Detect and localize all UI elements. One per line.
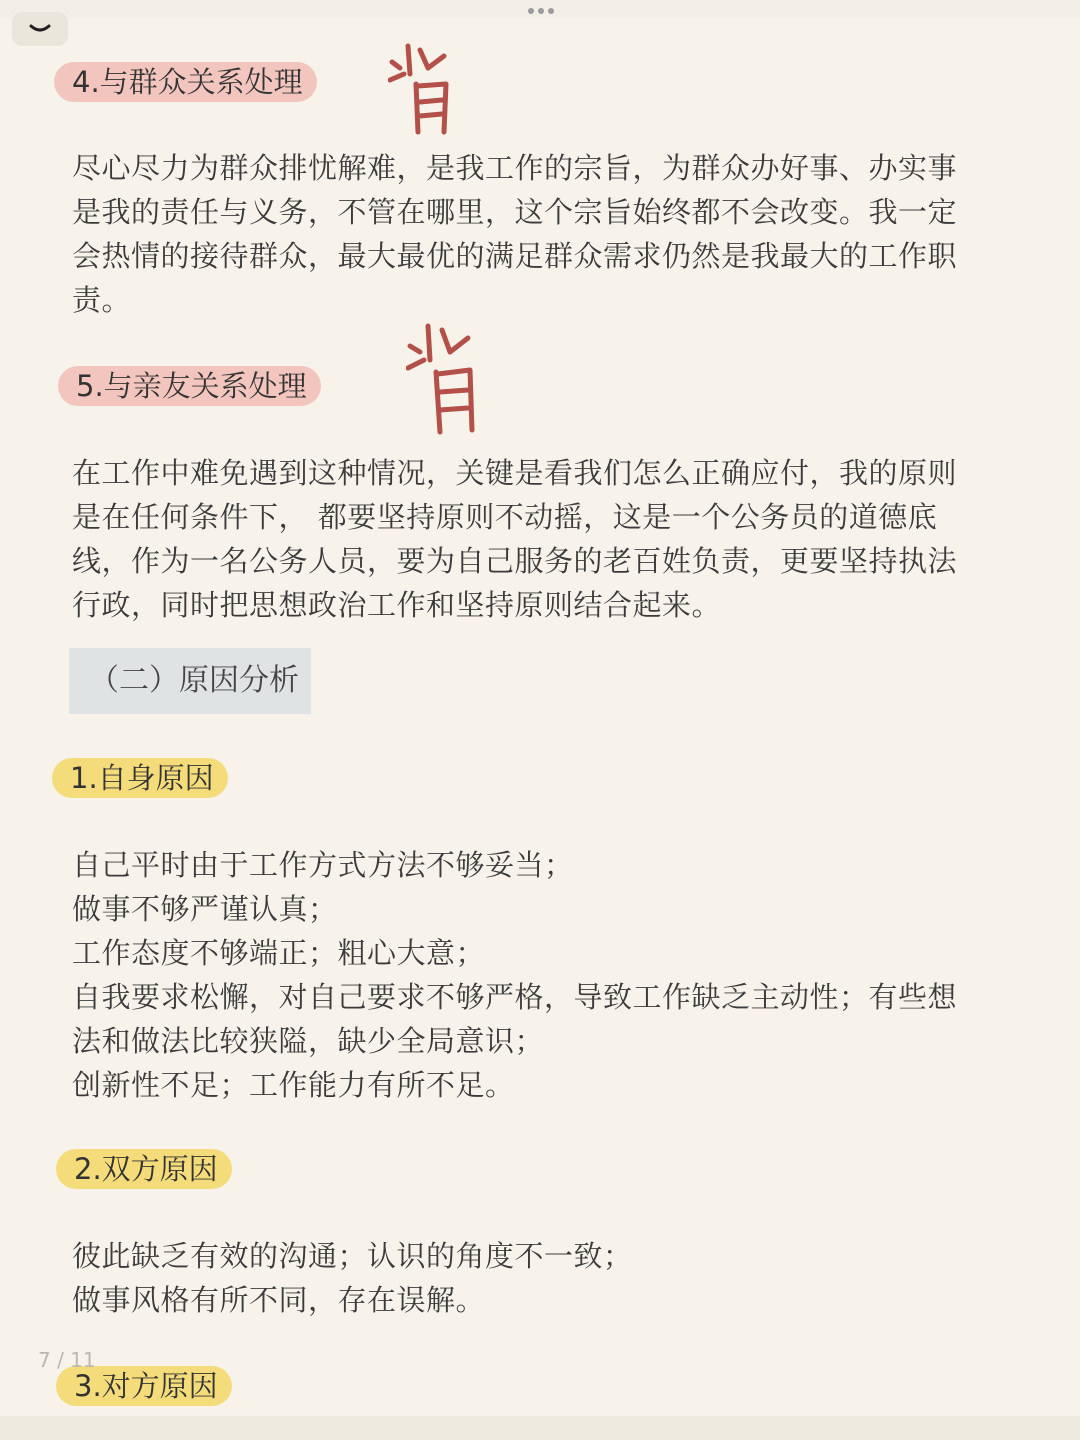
handwritten-bei-annotation-1 [388,40,458,140]
heading-section-5: 5.与亲友关系处理 [58,366,321,406]
top-bar [0,0,1080,20]
text-line: 做事不够严谨认真； [72,892,338,926]
text-line: 尽心尽力为群众排忧解难，是我工作的宗旨，为群众办好事、办实事 [72,151,958,185]
paragraph-reason-2 [72,1234,1012,1322]
paragraph-reason-1 [72,843,1012,1107]
text-line: 线，作为一名公务人员，要为自己服务的老百姓负责，更要坚持执法 [72,544,958,578]
text-line: 创新性不足；工作能力有所不足。 [72,1068,515,1102]
text-line: 自己平时由于工作方式方法不够妥当； [72,848,574,882]
collapse-button[interactable] [12,12,68,46]
paragraph-section-4 [72,146,1012,322]
heading-reason-2: 2.双方原因 [56,1149,232,1189]
bottom-bar [0,1416,1080,1440]
text-line: 在工作中难免遇到这种情况，关键是看我们怎么正确应付，我的原则 [72,456,958,490]
text-line: 是我的责任与义务，不管在哪里，这个宗旨始终都不会改变。我一定 [72,195,958,229]
page-indicator: 7 / 11 [38,1348,96,1372]
section-title-box [69,648,311,714]
heading-reason-3: 3.对方原因 [56,1366,232,1406]
text-line: 工作态度不够端正；粗心大意； [72,936,486,970]
heading-reason-1: 1.自身原因 [52,758,228,798]
text-line: 法和做法比较狭隘，缺少全局意识； [72,1024,545,1058]
text-line: 自我要求松懈，对自己要求不够严格，导致工作缺乏主动性；有些想 [72,980,958,1014]
chevron-down-icon [28,22,52,36]
note-page [0,18,1080,1416]
text-line: 是在任何条件下， 都要坚持原则不动摇，这是一个公务员的道德底 [72,500,938,534]
text-line: 彼此缺乏有效的沟通；认识的角度不一致； [72,1239,633,1273]
handwritten-bei-annotation-2 [406,320,482,440]
section-title: （二）原因分析 [89,663,299,698]
text-line: 做事风格有所不同，存在误解。 [72,1283,486,1317]
text-line: 责。 [72,283,132,317]
text-line: 行政，同时把思想政治工作和坚持原则结合起来。 [72,588,722,622]
text-line: 会热情的接待群众，最大最优的满足群众需求仍然是我最大的工作职 [72,239,958,273]
more-options-icon[interactable] [526,6,556,16]
paragraph-section-5 [72,451,1012,627]
heading-section-4: 4.与群众关系处理 [54,62,317,102]
